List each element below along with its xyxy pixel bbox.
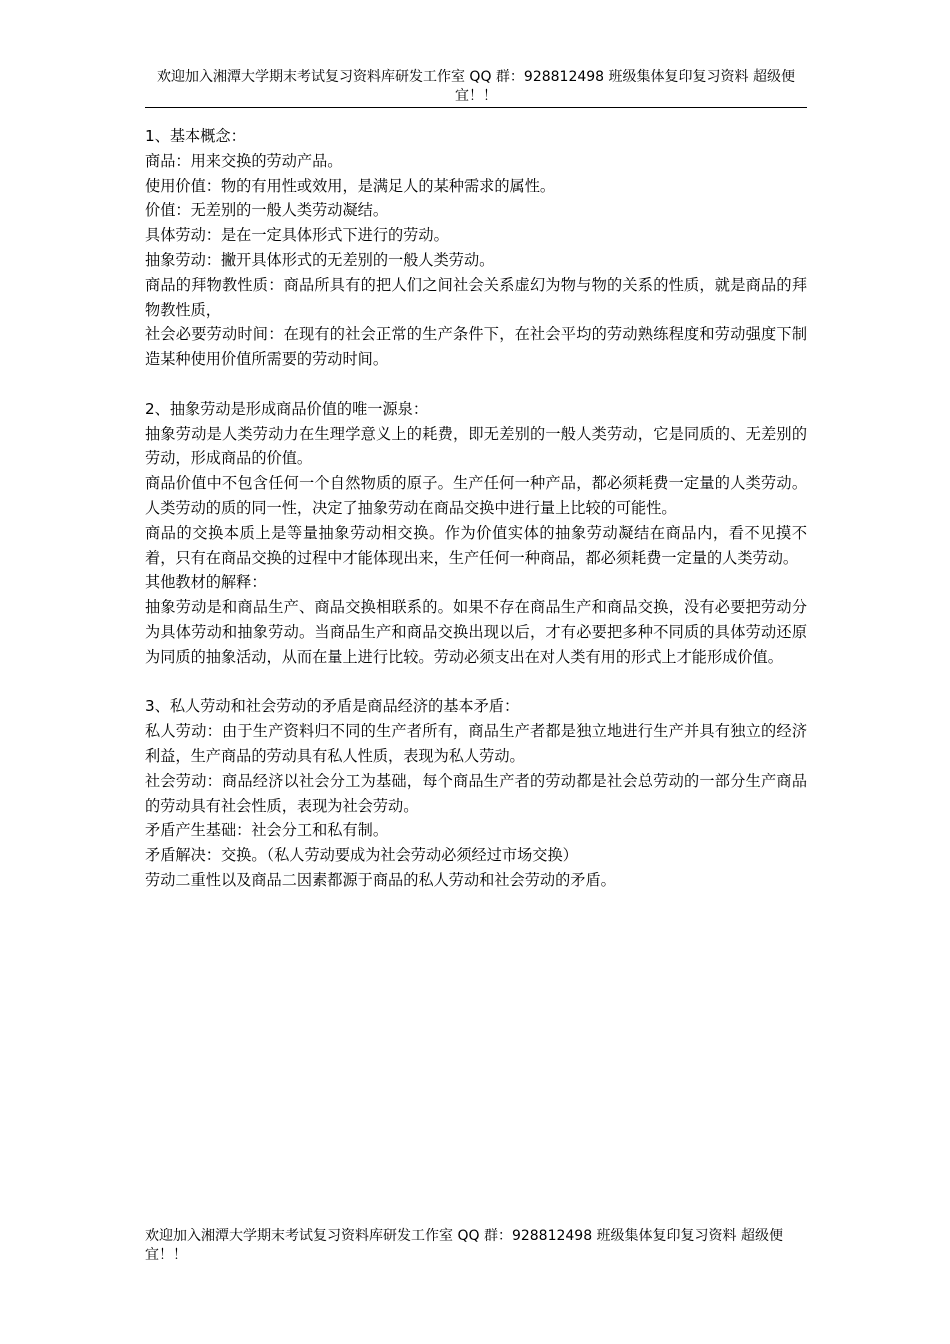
blank-line: [145, 670, 807, 695]
paragraph: 矛盾产生基础：社会分工和私有制。: [145, 821, 388, 840]
paragraph: 抽象劳动是人类劳动力在生理学意义上的耗费，即无差别的一般人类劳动，它是同质的、无差别的劳动，形成商品的价值。: [145, 424, 807, 468]
paragraph: 具体劳动：是在一定具体形式下进行的劳动。: [145, 226, 449, 245]
paragraph: 私人劳动：由于生产资料归不同的生产者所有，商品生产者都是独立地进行生产并具有独立的经济利益，生产商品的劳动具有私人性质，表现为私人劳动。: [145, 722, 807, 765]
page-header: 欢迎加入湘潭大学期末考试复习资料库研发工作室 QQ 群：928812498 班级集体复印复习资料 超级便宜！！: [145, 68, 807, 108]
section-abstract-labor: [145, 397, 807, 670]
paragraph: 社会必要劳动时间：在现有的社会正常的生产条件下，在社会平均的劳动熟练程度和劳动强度下制造某种使用价值所需要的劳动时间。: [145, 325, 807, 369]
paragraph: 其他教材的解释：: [145, 573, 267, 592]
paragraph: 矛盾解决：交换。（私人劳动要成为社会劳动必须经过市场交换）: [145, 846, 578, 865]
paragraph: 抽象劳动是和商品生产、商品交换相联系的。如果不存在商品生产和商品交换，没有必要把劳动分为具体劳动和抽象劳动。当商品生产和商品交换出现以后，才有必要把多种不同质的具体劳动还原为同质的抽象活动，从而在量上进行比较。劳动必须支出在对人类有用的形式上才能形成价值。: [145, 598, 807, 666]
section-heading: 1、基本概念：: [145, 127, 246, 145]
section-heading: 3、私人劳动和社会劳动的矛盾是商品经济的基本矛盾：: [145, 697, 520, 716]
blank-line: [145, 372, 807, 397]
paragraph: 商品的拜物教性质：商品所具有的把人们之间社会关系虚幻为物与物的关系的性质，就是商品的拜物教性质，: [145, 275, 807, 319]
document-body: [145, 124, 807, 893]
paragraph: 商品：用来交换的劳动产品。: [145, 151, 343, 170]
page-footer: 欢迎加入湘潭大学期末考试复习资料库研发工作室 QQ 群：928812498 班级集体复印复习资料 超级便宜！！: [145, 1228, 784, 1263]
paragraph: 商品价值中不包含任何一个自然物质的原子。生产任何一种产品，都必须耗费一定量的人类劳动。人类劳动的质的同一性，决定了抽象劳动在商品交换中进行量上比较的可能性。: [145, 474, 807, 517]
section-basic-concepts: [145, 124, 807, 372]
paragraph: 商品的交换本质上是等量抽象劳动相交换。作为价值实体的抽象劳动凝结在商品内，看不见摸不着，只有在商品交换的过程中才能体现出来，生产任何一种商品，都必须耗费一定量的人类劳动。: [145, 523, 807, 567]
paragraph: 价值：无差别的一般人类劳动凝结。: [145, 201, 388, 220]
paragraph: 抽象劳动：撇开具体形式的无差别的一般人类劳动。: [145, 250, 495, 269]
section-heading: 2、抽象劳动是形成商品价值的唯一源泉：: [145, 399, 429, 418]
paragraph: 劳动二重性以及商品二因素都源于商品的私人劳动和社会劳动的矛盾。: [145, 870, 616, 889]
paragraph: 使用价值：物的有用性或效用，是满足人的某种需求的属性。: [145, 176, 556, 195]
section-basic-contradiction: [145, 694, 807, 892]
paragraph: 社会劳动：商品经济以社会分工为基础，每个商品生产者的劳动都是社会总劳动的一部分生产商品的劳动具有社会性质，表现为社会劳动。: [145, 771, 807, 815]
